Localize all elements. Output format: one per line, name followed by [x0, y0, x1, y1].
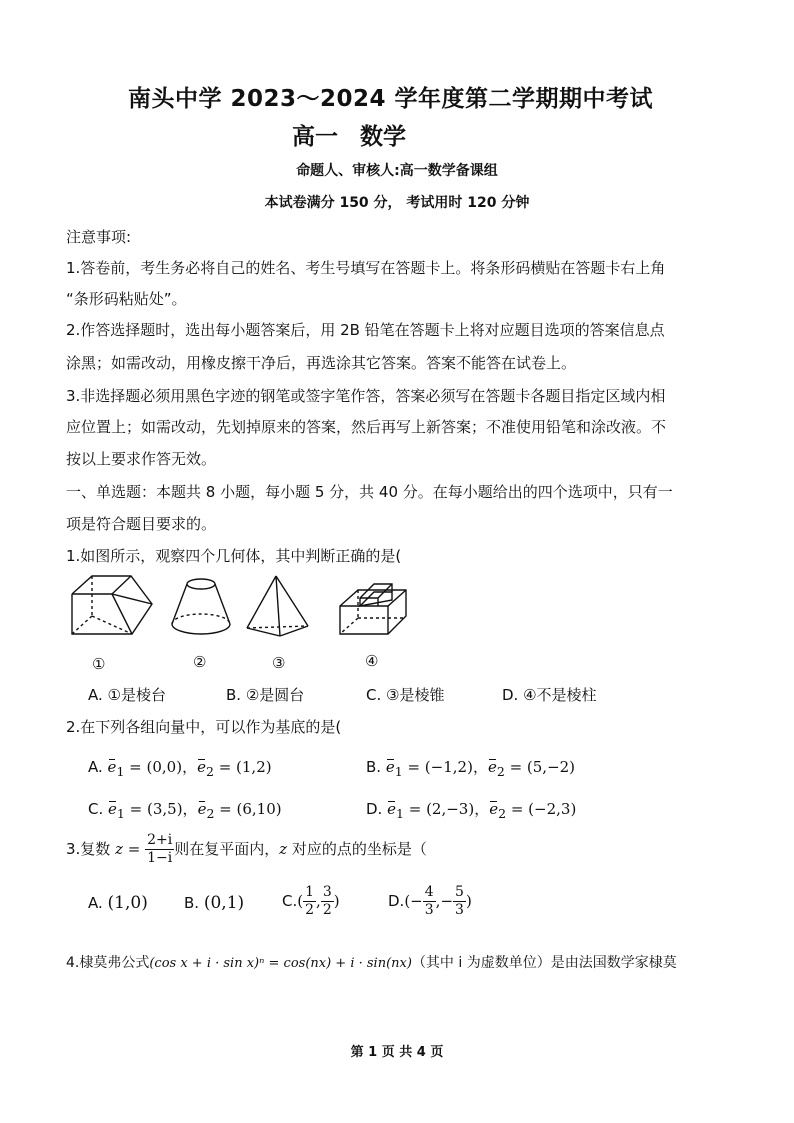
sub-2: 2 [205, 764, 214, 779]
q3-d-frac-1 [423, 884, 436, 919]
q1-option-d: D. ④不是棱柱 [502, 686, 597, 704]
q1-option-c: C. ③是棱锥 [366, 686, 445, 704]
q3-c-letter: C. [282, 892, 298, 910]
section-1-line-1: 一、单选题：本题共 8 小题，每小题 5 分，共 40 分。在每小题给出的四个选项中，只有一 [66, 483, 673, 501]
eq-sign: = [124, 758, 147, 776]
q3-option-c [282, 884, 340, 919]
q3-suffix: 则在复平面内， [174, 840, 280, 858]
solid-4-label: ④ [365, 652, 379, 670]
eq-sign: = [124, 800, 147, 818]
q2-c-letter: C. [88, 800, 104, 818]
q3-option-b [184, 893, 244, 913]
exam-title: 南头中学 2023～2024 学年度第二学期期中考试 [128, 86, 654, 112]
eq-sign: = [214, 800, 237, 818]
q3-z-2: z [279, 840, 288, 858]
q1-option-a: A. ①是棱台 [88, 686, 166, 704]
exam-subtitle [292, 118, 406, 151]
frac-den: 3 [455, 902, 464, 918]
e2-symbol: e [487, 758, 497, 776]
sub-2: 2 [496, 764, 505, 779]
frac-den: 2 [305, 902, 315, 918]
q3-c-frac-1 [303, 884, 316, 919]
note-1-line-2: “条形码粘贴处”。 [66, 290, 187, 308]
q2-option-d [366, 798, 576, 821]
separator: ， [182, 758, 198, 776]
frac-den: 3 [424, 902, 434, 918]
paren-close: ) [333, 892, 340, 910]
q3-option-d [388, 884, 472, 919]
sub-1: 1 [394, 764, 403, 779]
paren-open: (− [404, 892, 423, 910]
authors-line: 命题人、审核人:高一数学备课组 [296, 163, 498, 179]
q2-stem: 2.在下列各组向量中，可以作为基底的是( [66, 718, 342, 736]
q2-b-letter: B. [366, 758, 382, 776]
note-3-line-1: 3.非选择题必须用黑色字迹的钢笔或签字笔作答，答案必须写在答题卡各题目指定区域内相 [66, 387, 666, 405]
frac-num: 1 [305, 884, 315, 900]
eq-sign: = [504, 758, 527, 776]
e1-symbol: e [385, 758, 395, 776]
q3-c-frac-2 [321, 884, 334, 919]
q3-b-letter: B. [184, 894, 200, 912]
note-3-line-2: 应位置上；如需改动，先划掉原来的答案，然后再写上新答案；不准使用铅笔和涂改液。不 [66, 418, 667, 436]
q2-a-e1: (0,0) [146, 758, 183, 776]
q2-d-e2: (−2,3) [528, 800, 577, 818]
e1-symbol: e [107, 758, 117, 776]
q3-a-letter: A. [88, 894, 103, 912]
q2-option-b [366, 756, 575, 779]
e1-symbol: e [108, 800, 117, 818]
q3-b-value: (0,1) [203, 893, 245, 913]
solid-1-figure [68, 572, 158, 642]
q2-b-e2: (5,−2) [526, 758, 576, 776]
q3-d-frac-2 [453, 884, 466, 919]
sub-1: 1 [396, 806, 404, 821]
e2-symbol: e [197, 758, 206, 776]
eq-sign: = [403, 800, 427, 818]
q2-b-e1: (−1,2) [424, 758, 473, 776]
solid-3-figure [244, 572, 312, 642]
separator: ， [182, 800, 198, 818]
solid-4-figure [336, 580, 410, 640]
q3-fraction [145, 832, 174, 867]
q2-a-e2: (1,2) [236, 758, 272, 776]
q3-option-a [88, 893, 148, 913]
solid-1-label: ① [92, 655, 106, 673]
frac-num: 4 [424, 884, 434, 900]
q2-c-e1: (3,5) [146, 800, 183, 818]
q1-option-b: B. ②是圆台 [226, 686, 305, 704]
page-number: 第 1 页 共 4 页 [350, 1045, 444, 1060]
e2-symbol: e [197, 800, 207, 818]
eq-sign: = [506, 800, 529, 818]
sub-2: 2 [206, 806, 215, 821]
solid-3-label: ③ [272, 654, 286, 672]
q3-eq: = [123, 840, 146, 858]
q2-d-e1: (2,−3) [426, 800, 475, 818]
q3-prefix: 3.复数 [66, 840, 116, 858]
solid-2-label: ② [193, 653, 207, 671]
paren-close: ) [465, 892, 472, 910]
q2-option-a [88, 756, 272, 779]
eq-sign: = [402, 758, 425, 776]
paren-open: ( [297, 892, 304, 910]
q3-z: z [115, 840, 123, 858]
comma: ,− [435, 892, 454, 910]
sub-2: 2 [498, 806, 507, 821]
q4-formula: (cos x + i · sin x)ⁿ = cos(nx) + i · sin(nx) [149, 956, 412, 971]
q3-d-letter: D. [388, 892, 405, 910]
grade-label: 高一 [292, 124, 338, 150]
note-1-line-1: 1.答卷前，考生务必将自己的姓名、考生号填写在答题卡上。将条形码横贴在答题卡右上角 [66, 259, 666, 277]
sub-1: 1 [116, 764, 125, 779]
sub-1: 1 [116, 806, 125, 821]
q2-a-letter: A. [88, 758, 103, 776]
eq-sign: = [213, 758, 237, 776]
q3-a-value: (1,0) [107, 893, 148, 913]
q3-denominator: 1−i [147, 850, 173, 866]
solid-2-figure [168, 572, 234, 642]
e2-symbol: e [489, 800, 499, 818]
q4-stem [66, 952, 677, 972]
e1-symbol: e [387, 800, 396, 818]
q2-c-e2: (6,10) [236, 800, 282, 818]
section-1-line-2: 项是符合题目要求的。 [66, 515, 217, 533]
frac-num: 5 [455, 884, 464, 900]
q3-numerator: 2+i [147, 832, 173, 848]
q1-stem: 1.如图所示，观察四个几何体，其中判断正确的是( [66, 547, 402, 565]
note-2-line-2: 涂黑；如需改动，用橡皮擦干净后，再选涂其它答案。答案不能答在试卷上。 [66, 354, 577, 372]
score-time-line: 本试卷满分 150 分， 考试用时 120 分钟 [264, 195, 530, 211]
q4-prefix: 4.棣莫弗公式 [66, 955, 150, 971]
separator: ， [474, 800, 490, 818]
frac-num: 3 [322, 884, 332, 900]
frac-den: 2 [322, 902, 332, 918]
subject-label: 数学 [360, 124, 406, 150]
note-2-line-1: 2.作答选择题时，选出每小题答案后，用 2B 铅笔在答题卡上将对应题目选项的答案信息点 [66, 321, 665, 339]
q4-suffix: （其中 i 为虚数单位）是由法国数学家棣莫 [411, 955, 677, 971]
notes-heading: 注意事项: [66, 228, 132, 246]
note-3-line-3: 按以上要求作答无效。 [66, 450, 217, 468]
q2-option-c [88, 798, 282, 821]
separator: ， [472, 758, 488, 776]
q3-stem [66, 832, 427, 867]
q2-d-letter: D. [366, 800, 383, 818]
comma: , [316, 892, 321, 910]
q3-suffix-3: 对应的点的坐标是（ [287, 840, 427, 858]
